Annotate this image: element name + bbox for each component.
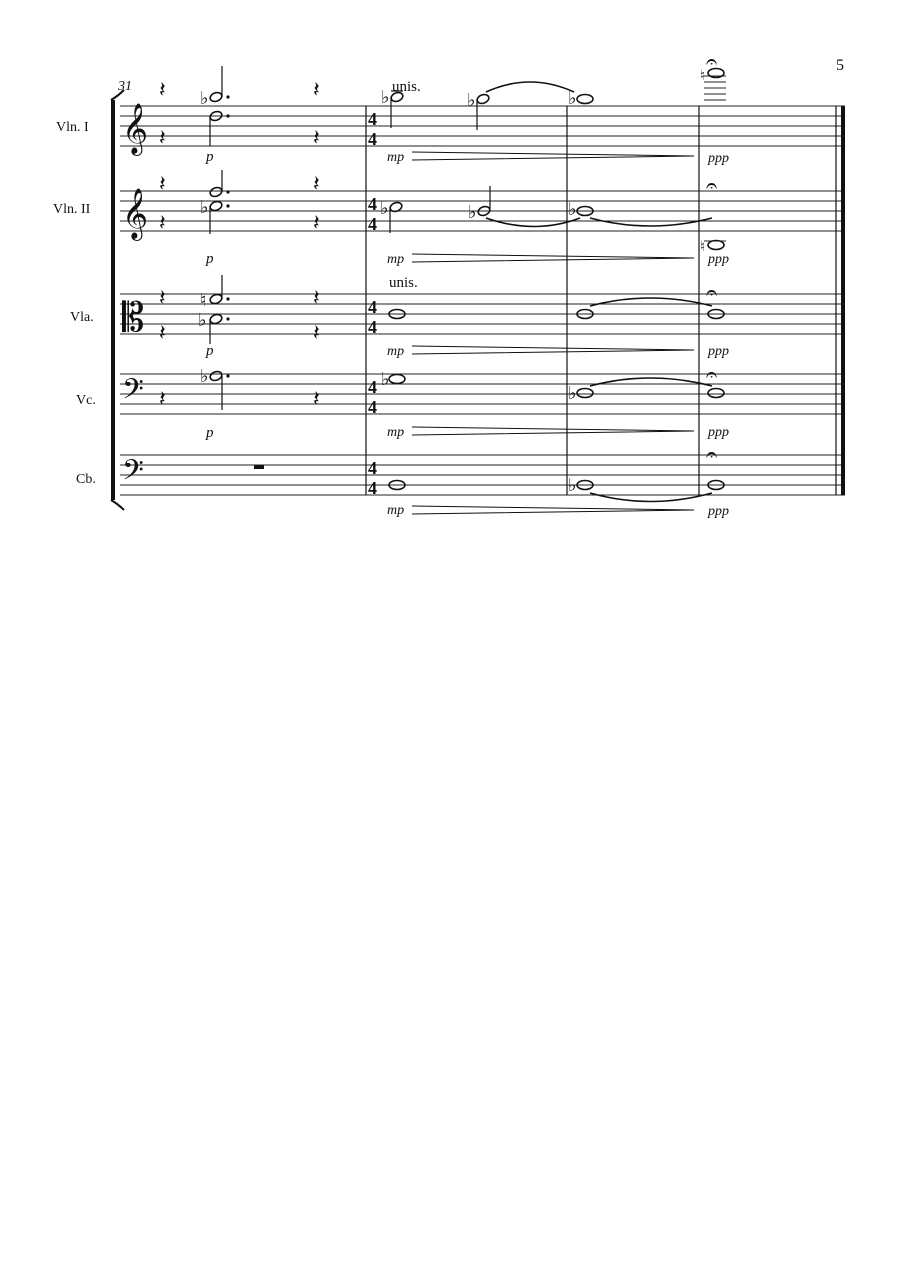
unis-marking-vla: unis. bbox=[389, 275, 418, 291]
treble-clef-icon: 𝄞 bbox=[122, 189, 149, 238]
svg-text:♭: ♭ bbox=[467, 90, 476, 110]
fermata-icon: 𝄐 bbox=[706, 282, 718, 304]
alto-clef-icon: 𝄡 bbox=[122, 295, 145, 340]
svg-text:♮: ♮ bbox=[200, 290, 207, 310]
notes-measure-31 bbox=[198, 66, 230, 410]
quarter-rest-icons bbox=[159, 77, 320, 411]
barlines bbox=[366, 106, 843, 495]
notes-measure-32-34 bbox=[380, 51, 726, 502]
decrescendo-hairpins bbox=[412, 152, 694, 514]
unis-marking-vln1: unis. bbox=[392, 79, 421, 95]
svg-text:p: p bbox=[206, 425, 214, 441]
ledger-lines bbox=[704, 76, 726, 100]
svg-text:4: 4 bbox=[368, 297, 377, 317]
svg-text:♭: ♭ bbox=[568, 383, 577, 403]
svg-text:4: 4 bbox=[368, 317, 377, 337]
svg-text:4: 4 bbox=[368, 194, 377, 214]
instrument-label-vc: Vc. bbox=[76, 393, 96, 408]
svg-text:𝄽: 𝄽 bbox=[159, 171, 166, 196]
svg-text:♭: ♭ bbox=[381, 87, 390, 107]
svg-text:♮: ♮ bbox=[700, 69, 706, 84]
instrument-label-vln1: Vln. I bbox=[56, 120, 89, 135]
svg-text:𝄽: 𝄽 bbox=[313, 210, 320, 235]
svg-text:♭: ♭ bbox=[200, 197, 209, 217]
treble-clef-icon: 𝄞 bbox=[122, 104, 149, 153]
svg-text:𝄽: 𝄽 bbox=[313, 125, 320, 150]
svg-text:p: p bbox=[206, 251, 214, 267]
svg-text:𝄽: 𝄽 bbox=[313, 77, 320, 102]
instrument-label-vln2: Vln. II bbox=[53, 202, 91, 217]
staff-vln1 bbox=[120, 106, 845, 146]
svg-text:♭: ♭ bbox=[568, 475, 577, 495]
svg-text:mp: mp bbox=[387, 344, 405, 359]
instrument-label-vla: Vla. bbox=[70, 310, 94, 325]
svg-text:𝄽: 𝄽 bbox=[313, 285, 320, 310]
svg-text:4: 4 bbox=[368, 377, 377, 397]
svg-text:4: 4 bbox=[368, 478, 377, 498]
svg-text:𝄽: 𝄽 bbox=[313, 171, 320, 196]
staff-vc bbox=[120, 374, 845, 414]
svg-text:♭: ♭ bbox=[198, 310, 207, 330]
measure-number: 31 bbox=[118, 79, 132, 94]
svg-text:𝄽: 𝄽 bbox=[159, 125, 166, 150]
svg-text:p: p bbox=[206, 343, 214, 359]
svg-text:mp: mp bbox=[387, 252, 405, 267]
svg-text:𝄽: 𝄽 bbox=[159, 320, 166, 345]
svg-text:mp: mp bbox=[387, 425, 405, 440]
svg-text:ppp: ppp bbox=[708, 344, 729, 359]
svg-text:4: 4 bbox=[368, 129, 377, 149]
fermata-icon: 𝄐 bbox=[706, 364, 718, 386]
svg-text:𝄽: 𝄽 bbox=[313, 386, 320, 411]
svg-text:♮: ♮ bbox=[700, 240, 706, 255]
staff-cb bbox=[120, 455, 845, 495]
svg-text:♭: ♭ bbox=[380, 198, 389, 218]
staff-vln2 bbox=[120, 191, 845, 231]
bass-clef-icon: 𝄢 bbox=[122, 456, 144, 493]
svg-text:mp: mp bbox=[387, 150, 405, 165]
svg-text:𝄽: 𝄽 bbox=[159, 386, 166, 411]
bass-clef-icon: 𝄢 bbox=[122, 375, 144, 412]
svg-text:𝄽: 𝄽 bbox=[313, 320, 320, 345]
svg-text:𝄽: 𝄽 bbox=[159, 285, 166, 310]
svg-text:4: 4 bbox=[368, 109, 377, 129]
time-signature bbox=[368, 109, 377, 498]
svg-text:ppp: ppp bbox=[708, 425, 729, 440]
svg-text:ppp: ppp bbox=[708, 252, 729, 267]
svg-text:♭: ♭ bbox=[568, 88, 577, 108]
fermata-icon: 𝄐 bbox=[706, 175, 718, 197]
fermata-icon: 𝄐 bbox=[706, 444, 718, 466]
svg-text:♭: ♭ bbox=[468, 202, 477, 222]
instrument-label-cb: Cb. bbox=[76, 472, 96, 487]
svg-text:𝄽: 𝄽 bbox=[159, 210, 166, 235]
svg-text:ppp: ppp bbox=[708, 151, 729, 166]
svg-text:♭: ♭ bbox=[200, 88, 209, 108]
svg-text:p: p bbox=[206, 149, 214, 165]
whole-rest-icon bbox=[254, 465, 264, 469]
page-number: 5 bbox=[836, 57, 844, 74]
svg-text:4: 4 bbox=[368, 214, 377, 234]
svg-text:𝄽: 𝄽 bbox=[159, 77, 166, 102]
svg-text:4: 4 bbox=[368, 397, 377, 417]
svg-text:ppp: ppp bbox=[708, 504, 729, 519]
fermata-icon: 𝄐 bbox=[706, 51, 718, 73]
svg-text:4: 4 bbox=[368, 458, 377, 478]
svg-text:mp: mp bbox=[387, 503, 405, 518]
svg-text:♭: ♭ bbox=[200, 366, 209, 386]
svg-text:♭: ♭ bbox=[568, 199, 577, 219]
svg-text:♭: ♭ bbox=[381, 369, 390, 389]
